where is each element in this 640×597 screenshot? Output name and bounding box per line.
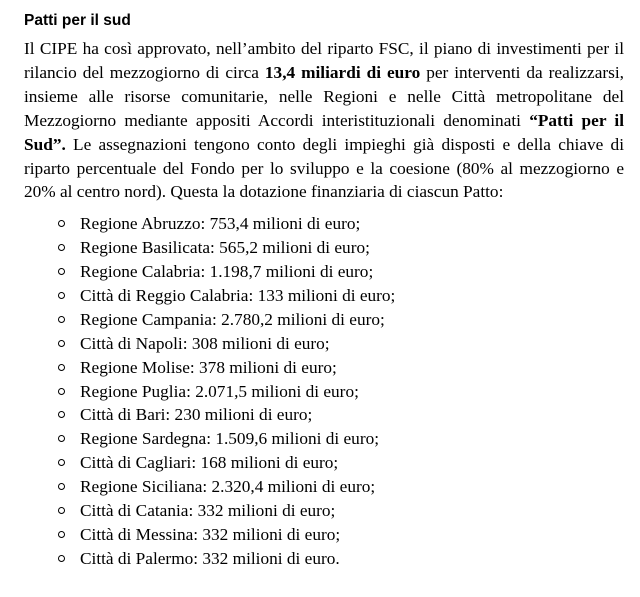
list-item [24,332,626,356]
list-item-text: Città di Palermo: 332 milioni di euro. [80,548,340,568]
circle-bullet-icon [58,411,65,418]
circle-bullet-icon [58,555,65,562]
list-item [24,475,626,499]
list-item-text: Regione Basilicata: 565,2 milioni di euro; [80,238,370,258]
list-item-text: Regione Calabria: 1.198,7 milioni di euro; [80,262,374,282]
circle-bullet-icon [58,340,65,347]
allocation-list [24,212,626,570]
circle-bullet-icon [58,459,65,466]
list-item-text: Città di Reggio Calabria: 133 milioni di euro; [80,286,396,306]
list-item-text: Regione Abruzzo: 753,4 milioni di euro; [80,214,361,234]
paragraph-text-1: Il CIPE ha così approvato, nell’ambito del riparto FSC, il piano di investimenti per il rilancio del mezzogiorno di circa [24,39,624,82]
list-item-text: Città di Messina: 332 milioni di euro; [80,524,341,544]
list-item-text: Regione Sardegna: 1.509,6 milioni di euro; [80,429,380,449]
list-item [24,451,626,475]
circle-bullet-icon [58,483,65,490]
list-item-text: Città di Bari: 230 milioni di euro; [80,405,313,425]
paragraph-bold-title: “Patti per il Sud”. [24,110,624,154]
circle-bullet-icon [58,388,65,395]
list-item-text: Città di Cagliari: 168 milioni di euro; [80,453,339,473]
section-heading: Patti per il sud [24,12,131,29]
paragraph-text-3: Le assegnazioni tengono conto degli impieghi già disposti e della chiave di riparto percentuale del Fondo per lo sviluppo e la coesione (80% al mezzogiorno e 20% al centro nord). Questa la dotazione finanziaria di ciascun Patto: [24,134,624,202]
circle-bullet-icon [58,220,65,227]
list-item [24,499,626,523]
list-item [24,547,626,571]
list-item [24,356,626,380]
list-item-text: Regione Campania: 2.780,2 milioni di euro; [80,309,385,329]
list-item [24,284,626,308]
circle-bullet-icon [58,507,65,514]
paragraph-text-2: per interventi da realizzarsi, insieme alle risorse comunitarie, nelle Regioni e nelle Città metropolitane del Mezzogiorno mediante appositi Accordi interistituzionali denominati [24,62,624,130]
list-item [24,403,626,427]
list-item [24,523,626,547]
circle-bullet-icon [58,244,65,251]
list-item-text: Regione Siciliana: 2.320,4 milioni di euro; [80,477,376,497]
list-item-text: Città di Catania: 332 milioni di euro; [80,501,336,521]
list-item [24,308,626,332]
circle-bullet-icon [58,435,65,442]
list-item-text: Regione Molise: 378 milioni di euro; [80,357,337,377]
list-item [24,260,626,284]
list-item [24,380,626,404]
intro-paragraph [24,37,624,204]
circle-bullet-icon [58,292,65,299]
circle-bullet-icon [58,364,65,371]
circle-bullet-icon [58,531,65,538]
list-item [24,236,626,260]
list-item-text: Regione Puglia: 2.071,5 milioni di euro; [80,381,359,401]
list-item [24,427,626,451]
list-item-text: Città di Napoli: 308 milioni di euro; [80,333,330,353]
list-item [24,212,626,236]
circle-bullet-icon [58,316,65,323]
paragraph-bold-amount: 13,4 miliardi di euro [264,62,421,82]
circle-bullet-icon [58,268,65,275]
